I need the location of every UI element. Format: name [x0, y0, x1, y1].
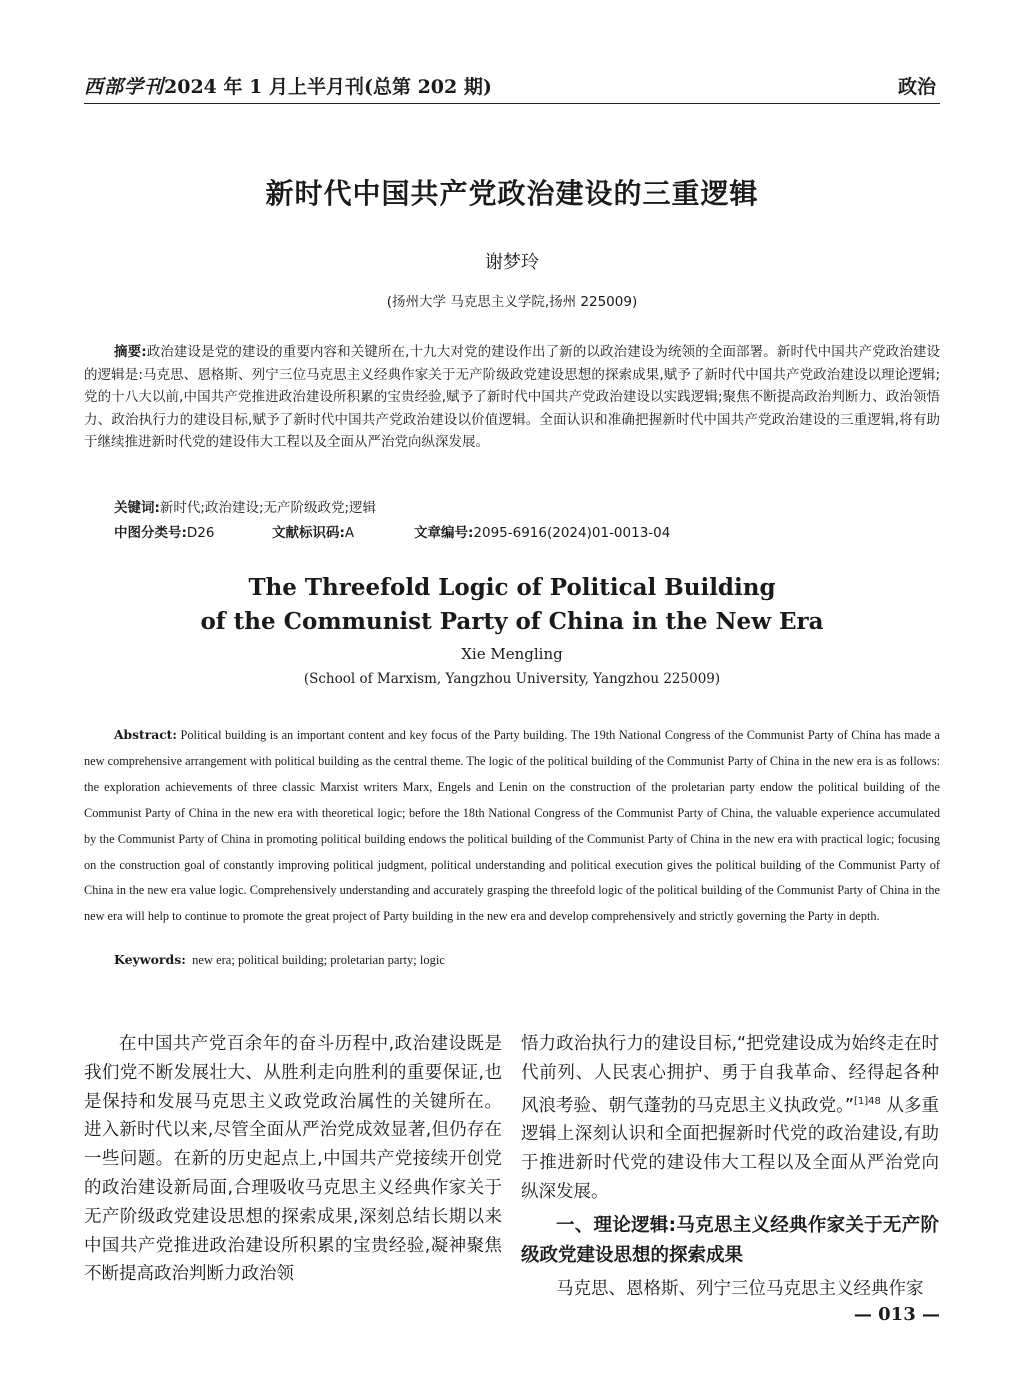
title-en-line-1: The Threefold Logic of Political Building: [248, 574, 776, 601]
body-paragraph: 马克思、恩格斯、列宁三位马克思主义经典作家: [556, 1278, 924, 1299]
section-label: 政治: [897, 76, 936, 98]
doc-value: A: [344, 525, 355, 541]
abstract-cn-label: 摘要:: [114, 344, 147, 360]
doc-label: 文献标识码:: [272, 525, 345, 541]
section-heading: 一、理论逻辑:马克思主义经典作家关于无产阶级政党建设思想的探索成果: [521, 1214, 939, 1266]
citation-mark: [1]48: [854, 1095, 881, 1107]
issue-info: 2024 年 1 月上半月刊(总第 202 期): [164, 76, 492, 98]
article-title-en: [0, 571, 1024, 639]
page-number: — 013 —: [853, 1304, 940, 1325]
art-value: 2095-6916(2024)01-0013-04: [473, 525, 671, 541]
body-column-right: [521, 1030, 939, 1303]
keywords-en-text: new era; political building; proletarian party; logic: [192, 953, 445, 967]
paragraph-text: 从多重逻辑上深刻认识和全面把握新时代党的政治建设,有助于推进新时代党的建设伟大工程以及全面从严治党向纵深发展。: [521, 1095, 939, 1202]
document-code: [272, 521, 354, 541]
keywords-cn: [114, 496, 376, 516]
journal-logo: 西部学刊: [84, 76, 165, 98]
clc-number: [114, 521, 214, 541]
author-cn: 谢梦玲: [485, 252, 539, 273]
clc-value: D26: [186, 525, 215, 541]
affiliation-cn: (扬州大学 马克思主义学院,扬州 225009): [386, 294, 638, 310]
abstract-cn-text: 政治建设是党的建设的重要内容和关键所在,十九大对党的建设作出了新的以政治建设为统领的全面部署。新时代中国共产党政治建设的逻辑是:马克思、恩格斯、列宁三位马克思主义经典作家关于无产阶级政党建设思想的探索成果,赋予了新时代中国共产党政治建设以理论逻辑;党的十八大以前,中国共产党推进政治建设所积累的宝贵经验,赋予了新时代中国共产党政治建设以实践逻辑;聚焦不断提高政治判断力、政治领悟力、政治执行力的建设目标,赋予了新时代中国共产党政治建设以价值逻辑。全面认识和准确把握新时代中国共产党政治建设的三重逻辑,将有助于继续推进新时代党的建设伟大工程以及全面从严治党向纵深发展。: [84, 344, 940, 451]
header-rule: [84, 103, 940, 104]
abstract-en-label: Abstract:: [114, 727, 177, 742]
article-number: [414, 521, 670, 541]
author-en: Xie Mengling: [461, 645, 563, 663]
abstract-cn: [84, 341, 940, 454]
clc-label: 中图分类号:: [114, 525, 187, 541]
body-paragraph: 在中国共产党百余年的奋斗历程中,政治建设既是我们党不断发展壮大、从胜利走向胜利的重要保证,也是保持和发展马克思主义政党政治属性的关键所在。进入新时代以来,尽管全面从严治党成效显著,但仍存在一些问题。在新的历史起点上,中国共产党接续开创党的政治建设新局面,合理吸收马克思主义经典作家关于无产阶级政党建设思想的探索成果,深刻总结长期以来中国共产党推进政治建设所积累的宝贵经验,凝神聚焦不断提高政治判断力政治领: [84, 1034, 502, 1285]
running-header-journal: [84, 72, 492, 99]
keywords-cn-text: 新时代;政治建设;无产阶级政党;逻辑: [159, 500, 377, 516]
abstract-en: [84, 722, 940, 930]
keywords-en: [114, 952, 445, 968]
affiliation-en: (School of Marxism, Yangzhou University, Yangzhou 225009): [303, 671, 721, 687]
body-paragraph: [521, 1030, 939, 1207]
keywords-cn-label: 关键词:: [114, 500, 160, 516]
abstract-en-text: Political building is an important content and key focus of the Party building. The 19th National Congress of the Communist Party of China has made a new comprehensive arrangement with political building as the central theme. The logic of the political building of the Communist Party of China in the new era is as follows: the exploration achievements of three classic Marxist writers Marx, Engels and Lenin on the construction of the proletarian party endow the political building of the Communist Party of China in the new era with theoretical logic; before the 18th National Congress of the Communist Party of China, the valuable experience accumulated by the Communist Party of China in promoting political building endows the political building of the Communist Party of China in the new era with practical logic; focusing on the construction goal of constantly improving political judgment, political understanding and political execution gives the political building of the Communist Party of China in the new era value logic. Comprehensively understanding and accurately grasping the threefold logic of the political building of the Communist Party of China in the new era will help to continue to promote the great project of Party building in the new era and develop comprehensively and strictly governing the Party in depth.: [84, 728, 941, 924]
title-en-line-2: of the Communist Party of China in the New Era: [200, 608, 824, 635]
body-column-left: [84, 1030, 502, 1289]
art-label: 文章编号:: [414, 525, 474, 541]
article-title-cn: 新时代中国共产党政治建设的三重逻辑: [265, 177, 759, 210]
keywords-en-label: Keywords:: [114, 952, 186, 967]
paragraph-text: 悟力政治执行力的建设目标,“把党建设成为始终走在时代前列、人民衷心拥护、勇于自我革命、经得起各种风浪考验、朝气蓬勃的马克思主义执政党。”: [521, 1034, 939, 1116]
